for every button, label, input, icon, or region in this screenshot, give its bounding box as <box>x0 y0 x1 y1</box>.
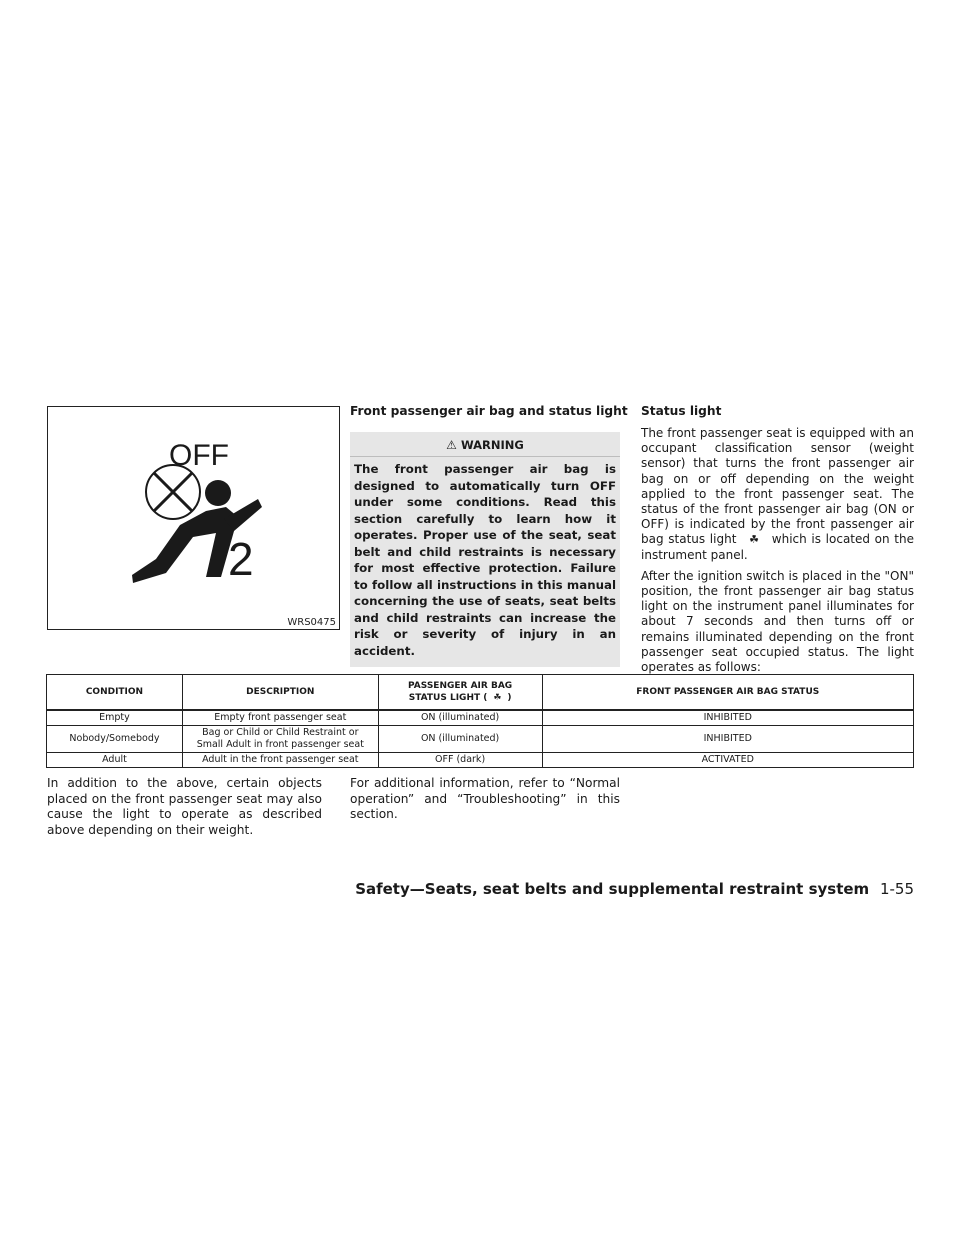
cell-description: Adult in the front passenger seat <box>182 753 378 768</box>
header-status-light: PASSENGER AIR BAG STATUS LIGHT ( ☘ ) <box>378 675 542 711</box>
cell-condition: Empty <box>47 710 183 726</box>
objects-weight-note <box>47 776 322 838</box>
airbag-off-figure <box>47 406 340 630</box>
figure-label: WRS0475 <box>287 617 336 628</box>
warning-text: The front passenger air bag is designed to automatically turn OFF under some conditions. Read this section carefully to learn how it operates. Proper use of the seat, seat belt and child restraints is necessary for most effective protection. Failure to follow all instructions in this manual concerning the use of seats, seat belts and child restraints can increase the risk or severity of injury in an accident. <box>354 462 616 658</box>
status-light-para1-start: The front passenger seat is equipped with an occupant classification sensor (weight sensor) that turns the front passenger air bag on or off depending on the weight applied to the front passenger seat. The status of the front passenger air bag (ON or OFF) is indicated by the front passenger air bag status light <box>641 426 914 547</box>
warning-box <box>350 432 620 667</box>
passenger-body-icon <box>132 507 238 583</box>
warning-header <box>350 432 620 457</box>
cell-status: ACTIVATED <box>542 753 913 768</box>
status-light-paragraph-1 <box>641 426 914 563</box>
airbag-status-light-icon: ☘ <box>493 693 502 703</box>
page-footer <box>355 880 914 898</box>
warning-triangle-icon: ⚠ <box>446 438 457 452</box>
footer-section-title: Safety—Seats, seat belts and supplemental restraint system <box>355 880 870 898</box>
cell-status: INHIBITED <box>542 726 913 753</box>
cell-light: ON (illuminated) <box>378 726 542 753</box>
cell-status: INHIBITED <box>542 710 913 726</box>
airbag-status-table <box>46 674 914 768</box>
cell-light: ON (illuminated) <box>378 710 542 726</box>
status-light-heading: Status light <box>641 404 722 418</box>
cell-condition: Adult <box>47 753 183 768</box>
footer-page-number: 1-55 <box>879 880 914 898</box>
passenger-head-icon <box>205 480 231 506</box>
header-description: DESCRIPTION <box>182 675 378 711</box>
header-condition: CONDITION <box>47 675 183 711</box>
cell-description: Empty front passenger seat <box>182 710 378 726</box>
airbag-status-light-icon: ☘ <box>749 533 760 547</box>
figure-off-text: OFF <box>169 439 229 472</box>
status-light-section <box>641 402 914 675</box>
status-light-para1-end: which is located on the instrument panel. <box>641 532 914 562</box>
passenger-airbag-heading: Front passenger air bag and status light <box>350 404 628 418</box>
passenger-airbag-section <box>350 402 628 667</box>
figure-number-text: 2 <box>228 533 254 585</box>
warning-title: WARNING <box>460 438 524 452</box>
cell-description: Bag or Child or Child Restraint or Small Adult in front passenger seat <box>182 726 378 753</box>
additional-info-text: For additional information, refer to “Normal operation” and “Troubleshooting” in this section. <box>350 776 620 821</box>
objects-weight-text: In addition to the above, certain objects placed on the front passenger seat may also cause the light to operate as described above depending on their weight. <box>47 776 322 837</box>
table-row <box>47 726 914 753</box>
table-row <box>47 710 914 726</box>
airbag-off-illustration <box>48 407 339 629</box>
table-row <box>47 753 914 768</box>
status-light-paragraph-2: After the ignition switch is placed in the "ON" position, the front passenger air bag status light on the instrument panel illuminates for about 7 seconds and then turns off or remains illuminated depending on the front passenger seat occupied status. The light operates as follows: <box>641 568 914 675</box>
header-front-passenger-status: FRONT PASSENGER AIR BAG STATUS <box>542 675 913 711</box>
additional-info-note <box>350 776 620 823</box>
cell-light: OFF (dark) <box>378 753 542 768</box>
cell-condition: Nobody/Somebody <box>47 726 183 753</box>
table-header-row <box>47 675 914 711</box>
